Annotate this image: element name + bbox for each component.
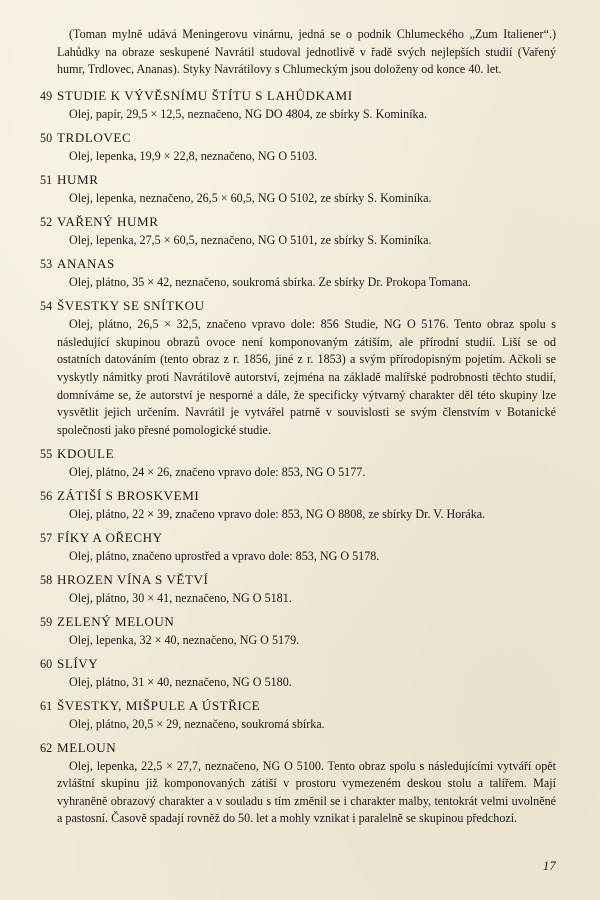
entry-heading: [40, 528, 556, 548]
entry-title: KDOULE: [57, 445, 115, 461]
entry-title: FÍKY A OŘECHY: [57, 530, 163, 546]
entry-heading: [40, 254, 556, 274]
entry-number: 51: [40, 172, 53, 187]
entry-description: Olej, plátno, 22 × 39, značeno vpravo dole: 853, NG O 8808, ze sbírky Dr. V. Horáka.: [69, 507, 486, 521]
page-content: [40, 26, 556, 827]
catalogue-entry: [40, 170, 556, 208]
entry-description: Olej, plátno, 31 × 40, neznačeno, NG O 5180.: [69, 675, 292, 690]
entry-heading: [40, 170, 556, 190]
entry-title: ŠVESTKY SE SNÍTKOU: [57, 298, 205, 314]
page-number: 17: [543, 859, 556, 873]
catalogue-entry: [40, 738, 556, 827]
entry-description: Olej, plátno, 20,5 × 29, neznačeno, soukromá sbírka.: [69, 717, 325, 732]
entry-description: Olej, plátno, 30 × 41, neznačeno, NG O 5181.: [69, 591, 292, 606]
entry-title: HROZEN VÍNA S VĚTVÍ: [57, 572, 209, 588]
entry-heading: [40, 738, 556, 758]
entry-title: ANANAS: [57, 256, 115, 272]
entry-number: 53: [40, 257, 53, 272]
entry-description: Olej, lepenka, 32 × 40, neznačeno, NG O 5179.: [69, 633, 300, 648]
entry-title: TRDLOVEC: [57, 129, 132, 145]
entry-heading: [40, 486, 556, 506]
entry-number: 54: [40, 299, 53, 314]
entry-title: SLÍVY: [57, 656, 99, 672]
entry-number: 61: [40, 699, 53, 714]
entry-number: 49: [40, 88, 53, 103]
catalogue-entry: [40, 212, 556, 250]
entry-number: 57: [40, 531, 53, 546]
catalogue-entry: [40, 296, 556, 439]
intro-paragraph: (Toman mylně udává Meningerovu vinárnu, jedná se o podnik Chlumeckého „Zum Italiener“.) Lahůdky na obraze seskupené Navrátil studoval jednotlivě v řadě svých nejlepších studií (Vařený humr, Trdlovec, Ananas). Styky Navrátilovy s Chlumeckým jsou doloženy od konce 40. let.: [57, 27, 556, 77]
entry-title: HUMR: [57, 171, 99, 187]
entry-heading: [40, 612, 556, 632]
entry-number: 52: [40, 215, 53, 230]
entry-title: MELOUN: [57, 740, 117, 756]
entry-heading: [40, 212, 556, 232]
catalogue-entry: [40, 570, 556, 608]
entry-heading: [40, 128, 556, 148]
entry-description: Olej, lepenka, 27,5 × 60,5, neznačeno, NG O 5101, ze sbírky S. Kominíka.: [69, 233, 432, 248]
catalogue-entry: [40, 696, 556, 733]
entry-heading: [40, 296, 556, 316]
entry-title: ZÁTIŠÍ S BROSKVEMI: [57, 488, 200, 503]
entry-heading: [40, 444, 556, 464]
entry-description: Olej, lepenka, neznačeno, 26,5 × 60,5, NG O 5102, ze sbírky S. Kominíka.: [69, 190, 432, 205]
entry-number: 60: [40, 657, 53, 672]
entry-heading: [40, 570, 556, 590]
entry-title: ŠVESTKY, MIŠPULE A ÚSTŘICE: [57, 698, 261, 714]
catalogue-entry: [40, 612, 556, 650]
catalogue-entry: [40, 254, 556, 292]
entry-number: 62: [40, 741, 53, 756]
entry-description: Olej, lepenka, 22,5 × 27,7, neznačeno, NG O 5100. Tento obraz spolu s následujícími vytváří opět zvláštní skupinu již komponovaných zátiší v prostoru vymezeném deskou stolu a talířem. Mají vyhraněně obrazový charakter a v souladu s tím změnil se i charakter malby, tentokrát velmi uvolněné a pastosní. Časově spadají rovněž do 50. let a mohly vznikat i paralelně se skupinou předchozí.: [57, 759, 556, 825]
catalogue-entry: [40, 486, 556, 524]
entry-description: Olej, plátno, 35 × 42, neznačeno, soukromá sbírka. Ze sbírky Dr. Prokopa Tomana.: [69, 275, 471, 290]
entry-description: Olej, plátno, 24 × 26, značeno vpravo dole: 853, NG O 5177.: [69, 464, 366, 479]
catalogue-entry: [40, 654, 556, 692]
entry-heading: [40, 86, 556, 106]
entry-number: 58: [40, 573, 53, 588]
catalogue-entry: [40, 444, 556, 482]
entry-heading: [40, 654, 556, 674]
entry-heading: [40, 696, 556, 716]
catalogue-entry: [40, 128, 556, 166]
entry-description: Olej, lepenka, 19,9 × 22,8, neznačeno, NG O 5103.: [69, 148, 318, 163]
catalogue-entry: [40, 86, 556, 124]
entry-description: Olej, plátno, značeno uprostřed a vpravo dole: 853, NG O 5178.: [69, 549, 380, 564]
entry-title: ZELENÝ MELOUN: [57, 614, 175, 630]
entry-description: Olej, papír, 29,5 × 12,5, neznačeno, NG DO 4804, ze sbírky S. Kominíka.: [69, 106, 427, 121]
entry-number: 50: [40, 130, 53, 145]
entry-description: Olej, plátno, 26,5 × 32,5, značeno vpravo dole: 856 Studie, NG O 5176. Tento obraz spolu s následující skupinou obrazů ovoce není komponovaným zátiším, ale přírodní studií. Liší se od ostatních datováním (tento obraz z r. 1856, jiné z r. 1853) a svým přírodopisným pojetím. Ačkoli se vyskytly námitky proti Navrátilově autorství, zejména na základě malířské podrobnosti těchto studií, domníváme se, že autorství je nesporné a dále, že specificky výtvarný charakter děl této skupiny lze vysvětlit jejich určením. Navrátil je vytvářel patrně v souvislosti se svým členstvím v Botanické společnosti jako přesné pomologické studie.: [57, 317, 556, 437]
entry-title: VAŘENÝ HUMR: [57, 214, 159, 230]
entry-number: 55: [40, 446, 53, 461]
entry-number: 56: [40, 489, 53, 503]
entry-title: STUDIE K VÝVĚSNÍMU ŠTÍTU S LAHŮDKAMI: [57, 87, 353, 103]
entry-number: 59: [40, 615, 53, 630]
catalogue-entry: [40, 528, 556, 566]
